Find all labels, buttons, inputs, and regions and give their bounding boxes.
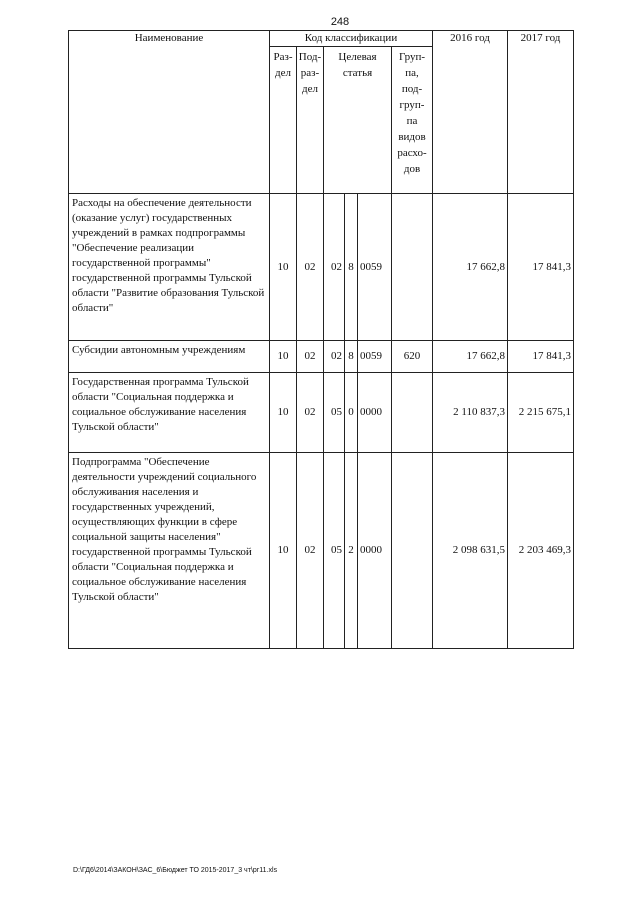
row-cs-direction: 0059 xyxy=(358,341,392,373)
table-header xyxy=(69,31,574,194)
row-cs-subprogram: 8 xyxy=(345,194,358,341)
header-name: Наименование xyxy=(69,31,270,194)
table-body xyxy=(69,194,574,649)
row-amount-2017: 17 841,3 xyxy=(508,341,574,373)
header-year-2017: 2017 год xyxy=(508,31,574,194)
row-cs-subprogram: 8 xyxy=(345,341,358,373)
header-gruppa-vidov: Груп- па, под- груп- па видов расхо- дов xyxy=(392,47,433,194)
row-amount-2017: 2 215 675,1 xyxy=(508,373,574,453)
row-razdel: 10 xyxy=(270,194,297,341)
row-podrazdel: 02 xyxy=(297,341,324,373)
row-cs-program: 02 xyxy=(324,194,345,341)
row-name: Субсидии автономным учреждениям xyxy=(69,341,270,373)
header-razdel: Раз- дел xyxy=(270,47,297,194)
row-amount-2017: 17 841,3 xyxy=(508,194,574,341)
header-podrazdel: Под- раз- дел xyxy=(297,47,324,194)
header-celevaya-statya: Целевая статья xyxy=(324,47,392,194)
row-cs-program: 05 xyxy=(324,453,345,649)
row-razdel: 10 xyxy=(270,453,297,649)
row-cs-subprogram: 2 xyxy=(345,453,358,649)
table-row xyxy=(69,453,574,649)
table-row xyxy=(69,373,574,453)
row-amount-2016: 2 098 631,5 xyxy=(433,453,508,649)
row-amount-2016: 17 662,8 xyxy=(433,194,508,341)
file-path-footer: D:\ГД6\2014\ЗАКОН\ЗАС_6\Бюджет ТО 2015-2017_3 чт\рг11.xls xyxy=(73,867,278,874)
budget-table xyxy=(68,30,574,649)
row-amount-2016: 17 662,8 xyxy=(433,341,508,373)
row-vid xyxy=(392,373,433,453)
row-name: Государственная программа Тульской области "Социальная поддержка и социальное обслуживание населения Тульской области" xyxy=(69,373,270,453)
table-row xyxy=(69,194,574,341)
row-amount-2017: 2 203 469,3 xyxy=(508,453,574,649)
row-vid xyxy=(392,194,433,341)
row-cs-program: 05 xyxy=(324,373,345,453)
row-cs-direction: 0059 xyxy=(358,194,392,341)
row-razdel: 10 xyxy=(270,373,297,453)
row-podrazdel: 02 xyxy=(297,194,324,341)
header-year-2016: 2016 год xyxy=(433,31,508,194)
row-cs-subprogram: 0 xyxy=(345,373,358,453)
row-name: Расходы на обеспечение деятельности (оказание услуг) государственных учреждений в рамках подпрограммы "Обеспечение реализации государственной программы" государственной программы Тульской области "Развитие образования Тульской области" xyxy=(69,194,270,341)
row-vid xyxy=(392,453,433,649)
row-vid: 620 xyxy=(392,341,433,373)
row-cs-direction: 0000 xyxy=(358,453,392,649)
row-podrazdel: 02 xyxy=(297,373,324,453)
row-cs-program: 02 xyxy=(324,341,345,373)
row-podrazdel: 02 xyxy=(297,453,324,649)
row-cs-direction: 0000 xyxy=(358,373,392,453)
header-code-group: Код классификации xyxy=(270,31,433,47)
table-row xyxy=(69,341,574,373)
row-razdel: 10 xyxy=(270,341,297,373)
page-number: 248 xyxy=(330,16,350,28)
row-amount-2016: 2 110 837,3 xyxy=(433,373,508,453)
row-name: Подпрограмма "Обеспечение деятельности учреждений социального обслуживания населения и государственных учреждений, осуществляющих функции в сфере социальной защиты населения" государственной программы Тульской области "Социальная поддержка и социальное обслуживание населения Тульской области" xyxy=(69,453,270,649)
